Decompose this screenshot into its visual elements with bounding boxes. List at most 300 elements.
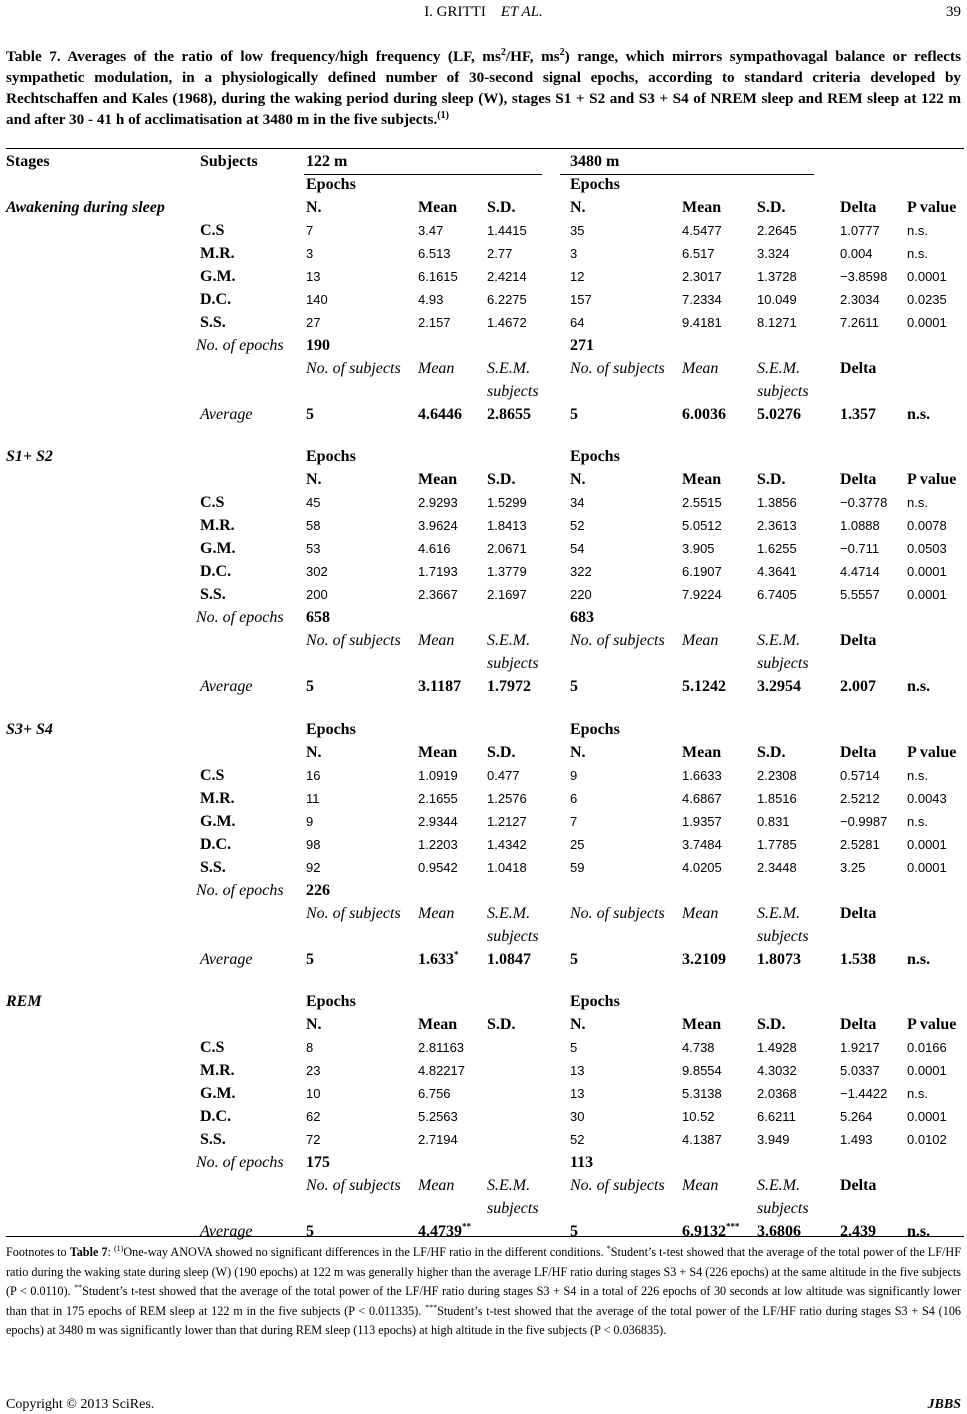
running-header-authors: I. GRITTI ET AL. <box>424 4 543 20</box>
cell-sd-3480m: 4.3032 <box>757 1063 797 1078</box>
cell-n-3480m: 7 <box>570 814 578 829</box>
header-altitude-low: 122 m <box>306 153 348 170</box>
cell-mean-3480m: 7.9224 <box>682 587 722 602</box>
avg-p-value: n.s. <box>907 951 931 968</box>
row-subject: G.M. <box>200 1085 236 1102</box>
col-delta: Delta <box>840 905 877 922</box>
section-label: Awakening during sleep <box>6 199 165 216</box>
col-sem: S.E.M. <box>487 1177 531 1194</box>
col-sd: S.D. <box>757 1016 786 1033</box>
epochs-total-122m: 190 <box>306 337 330 354</box>
col-sem-subjects: subjects <box>487 655 539 672</box>
epochs-header: Epochs <box>306 721 356 738</box>
col-sem-subjects: subjects <box>757 928 809 945</box>
row-subject: D.C. <box>200 291 232 308</box>
cell-sd-122m: 0.477 <box>487 768 520 783</box>
cell-sd-3480m: 2.2645 <box>757 223 797 238</box>
cell-p-value: 0.0001 <box>907 837 947 852</box>
col-mean: Mean <box>418 744 458 761</box>
row-subject: S.S. <box>200 1131 226 1148</box>
col-delta: Delta <box>840 1177 877 1194</box>
cell-n-122m: 302 <box>306 564 328 579</box>
page-footer <box>6 1397 961 1413</box>
row-subject: S.S. <box>200 586 226 603</box>
avg-n-3480m: 5 <box>570 951 578 968</box>
col-mean-avg: Mean <box>682 632 719 649</box>
cell-n-3480m: 13 <box>570 1086 585 1101</box>
cell-p-value: 0.0001 <box>907 587 947 602</box>
cell-sd-3480m: 1.3856 <box>757 495 797 510</box>
avg-delta: 2.439 <box>840 1223 876 1240</box>
epochs-header: Epochs <box>306 176 356 193</box>
cell-p-value: 0.0001 <box>907 1109 947 1124</box>
col-delta: Delta <box>840 199 877 216</box>
cell-sd-122m: 1.0418 <box>487 860 527 875</box>
cell-p-value: 0.0001 <box>907 564 947 579</box>
no-of-epochs-label: No. of epochs <box>196 1154 284 1171</box>
cell-sd-3480m: 1.8516 <box>757 791 797 806</box>
cell-delta: −0.9987 <box>840 814 888 829</box>
avg-n-122m: 5 <box>306 951 314 968</box>
cell-mean-122m: 0.9542 <box>418 860 458 875</box>
cell-sd-3480m: 1.4928 <box>757 1040 797 1055</box>
cell-n-122m: 92 <box>306 860 321 875</box>
cell-delta: 1.0888 <box>840 518 880 533</box>
cell-mean-3480m: 9.8554 <box>682 1063 722 1078</box>
col-no-subjects: No. of subjects <box>306 360 401 377</box>
journal-name: JBBS <box>927 1397 961 1412</box>
cell-p-value: 0.0001 <box>907 860 947 875</box>
col-p-value: P value <box>907 471 957 488</box>
row-subject: S.S. <box>200 859 226 876</box>
cell-delta: 1.9217 <box>840 1040 880 1055</box>
cell-mean-122m: 2.9344 <box>418 814 458 829</box>
section-label: REM <box>6 993 42 1010</box>
cell-p-value: n.s. <box>907 1086 928 1101</box>
cell-sd-3480m: 3.324 <box>757 246 790 261</box>
avg-sem-3480m: 5.0276 <box>757 406 801 423</box>
cell-mean-122m: 2.3667 <box>418 587 458 602</box>
cell-mean-3480m: 3.905 <box>682 541 715 556</box>
epochs-total-3480m: 683 <box>570 609 594 626</box>
row-subject: M.R. <box>200 517 235 534</box>
cell-mean-3480m: 10.52 <box>682 1109 715 1124</box>
cell-mean-3480m: 6.517 <box>682 246 715 261</box>
cell-p-value: n.s. <box>907 246 928 261</box>
cell-mean-3480m: 1.6633 <box>682 768 722 783</box>
epochs-header: Epochs <box>306 993 356 1010</box>
row-subject: G.M. <box>200 813 236 830</box>
cell-sd-122m: 2.0671 <box>487 541 527 556</box>
cell-mean-3480m: 2.5515 <box>682 495 722 510</box>
cell-sd-122m: 2.77 <box>487 246 513 261</box>
cell-mean-122m: 4.616 <box>418 541 451 556</box>
cell-mean-122m: 3.47 <box>418 223 444 238</box>
col-sem-subjects: subjects <box>487 383 539 400</box>
cell-mean-122m: 2.81163 <box>418 1040 465 1055</box>
cell-p-value: 0.0166 <box>907 1040 947 1055</box>
row-subject: C.S <box>200 767 225 784</box>
cell-n-122m: 7 <box>306 223 314 238</box>
cell-mean-122m: 6.1615 <box>418 269 458 284</box>
cell-mean-122m: 2.9293 <box>418 495 458 510</box>
average-label: Average <box>200 406 253 423</box>
avg-mean-122m: 3.1187 <box>418 678 462 695</box>
cell-p-value: 0.0001 <box>907 315 947 330</box>
cell-p-value: 0.0102 <box>907 1132 947 1147</box>
cell-mean-3480m: 9.4181 <box>682 315 722 330</box>
col-sem-subjects: subjects <box>487 928 539 945</box>
cell-n-3480m: 35 <box>570 223 585 238</box>
cell-mean-3480m: 2.3017 <box>682 269 722 284</box>
cell-mean-3480m: 1.9357 <box>682 814 722 829</box>
cell-n-122m: 62 <box>306 1109 321 1124</box>
cell-mean-122m: 3.9624 <box>418 518 458 533</box>
cell-n-3480m: 13 <box>570 1063 585 1078</box>
col-delta: Delta <box>840 744 877 761</box>
cell-n-3480m: 52 <box>570 1132 585 1147</box>
col-sd: S.D. <box>757 471 786 488</box>
cell-sd-3480m: 8.1271 <box>757 315 797 330</box>
cell-sd-122m: 2.4214 <box>487 269 527 284</box>
col-mean: Mean <box>682 1016 722 1033</box>
cell-delta: 2.3034 <box>840 292 880 307</box>
avg-sem-3480m: 3.6806 <box>757 1223 801 1240</box>
avg-delta: 1.357 <box>840 406 876 423</box>
cell-n-122m: 53 <box>306 541 321 556</box>
cell-p-value: n.s. <box>907 814 928 829</box>
cell-n-122m: 45 <box>306 495 321 510</box>
cell-delta: 7.2611 <box>840 315 879 330</box>
col-n: N. <box>570 199 586 216</box>
cell-sd-122m: 1.8413 <box>487 518 527 533</box>
row-subject: S.S. <box>200 314 226 331</box>
col-mean: Mean <box>418 199 458 216</box>
col-delta: Delta <box>840 471 877 488</box>
col-delta: Delta <box>840 360 877 377</box>
row-subject: M.R. <box>200 1062 235 1079</box>
avg-sem-122m: 1.7972 <box>487 678 531 695</box>
col-sem: S.E.M. <box>757 905 801 922</box>
cell-sd-122m: 6.2275 <box>487 292 527 307</box>
cell-sd-3480m: 3.949 <box>757 1132 790 1147</box>
cell-mean-3480m: 4.738 <box>682 1040 715 1055</box>
avg-sem-3480m: 1.8073 <box>757 951 801 968</box>
cell-p-value: n.s. <box>907 768 928 783</box>
cell-sd-122m: 1.4672 <box>487 315 527 330</box>
cell-sd-3480m: 1.3728 <box>757 269 797 284</box>
col-sem-subjects: subjects <box>757 1200 809 1217</box>
cell-n-122m: 140 <box>306 292 328 307</box>
row-subject: D.C. <box>200 1108 232 1125</box>
row-subject: C.S <box>200 494 225 511</box>
cell-mean-3480m: 4.5477 <box>682 223 722 238</box>
cell-n-122m: 8 <box>306 1040 314 1055</box>
cell-mean-3480m: 4.6867 <box>682 791 722 806</box>
cell-p-value: n.s. <box>907 495 928 510</box>
cell-delta: 5.0337 <box>840 1063 880 1078</box>
cell-n-122m: 9 <box>306 814 314 829</box>
cell-mean-3480m: 3.7484 <box>682 837 722 852</box>
table-bottom-rule <box>6 1236 964 1237</box>
average-label: Average <box>200 678 253 695</box>
cell-sd-122m: 1.3779 <box>487 564 527 579</box>
average-label: Average <box>200 951 253 968</box>
cell-n-122m: 3 <box>306 246 314 261</box>
col-sem: S.E.M. <box>757 632 801 649</box>
col-sd: S.D. <box>757 744 786 761</box>
col-sem: S.E.M. <box>757 1177 801 1194</box>
cell-n-3480m: 34 <box>570 495 585 510</box>
cell-sd-3480m: 1.6255 <box>757 541 797 556</box>
cell-mean-122m: 1.0919 <box>418 768 458 783</box>
avg-n-3480m: 5 <box>570 678 578 695</box>
row-subject: M.R. <box>200 790 235 807</box>
cell-p-value: n.s. <box>907 223 928 238</box>
cell-sd-3480m: 1.7785 <box>757 837 797 852</box>
cell-sd-122m: 1.4415 <box>487 223 527 238</box>
col-sd: S.D. <box>487 471 516 488</box>
avg-mean-122m: 4.6446 <box>418 406 462 423</box>
cell-n-3480m: 25 <box>570 837 585 852</box>
average-label: Average <box>200 1223 253 1240</box>
cell-sd-3480m: 4.3641 <box>757 564 797 579</box>
epochs-header: Epochs <box>570 993 620 1010</box>
col-sem-subjects: subjects <box>757 383 809 400</box>
epochs-total-3480m: 271 <box>570 337 594 354</box>
epochs-header: Epochs <box>570 721 620 738</box>
table-top-rule <box>6 148 964 149</box>
row-subject: C.S <box>200 222 225 239</box>
col-delta: Delta <box>840 1016 877 1033</box>
col-n: N. <box>570 471 586 488</box>
cell-delta: −0.3778 <box>840 495 888 510</box>
col-mean-avg: Mean <box>682 360 719 377</box>
cell-n-3480m: 59 <box>570 860 585 875</box>
row-subject: G.M. <box>200 268 236 285</box>
cell-delta: 3.25 <box>840 860 866 875</box>
cell-delta: 1.493 <box>840 1132 873 1147</box>
no-of-epochs-label: No. of epochs <box>196 337 284 354</box>
avg-delta: 1.538 <box>840 951 876 968</box>
col-n: N. <box>570 1016 586 1033</box>
avg-mean-3480m: 6.0036 <box>682 406 726 423</box>
col-sem: S.E.M. <box>487 360 531 377</box>
avg-n-3480m: 5 <box>570 1223 578 1240</box>
cell-n-3480m: 64 <box>570 315 585 330</box>
cell-n-3480m: 157 <box>570 292 592 307</box>
cell-mean-3480m: 7.2334 <box>682 292 722 307</box>
cell-n-3480m: 30 <box>570 1109 585 1124</box>
cell-delta: 4.4714 <box>840 564 880 579</box>
col-sd: S.D. <box>487 1016 516 1033</box>
avg-n-122m: 5 <box>306 678 314 695</box>
col-no-subjects: No. of subjects <box>306 905 401 922</box>
col-p-value: P value <box>907 1016 957 1033</box>
col-p-value: P value <box>907 199 957 216</box>
col-sem-subjects: subjects <box>487 1200 539 1217</box>
cell-sd-122m: 1.2127 <box>487 814 527 829</box>
cell-delta: 1.0777 <box>840 223 880 238</box>
cell-n-122m: 13 <box>306 269 321 284</box>
cell-delta: −0.711 <box>840 541 880 556</box>
avg-sem-3480m: 3.2954 <box>757 678 801 695</box>
cell-mean-3480m: 5.0512 <box>682 518 722 533</box>
cell-n-122m: 58 <box>306 518 321 533</box>
avg-mean-122m: 4.4739** <box>418 1221 471 1240</box>
col-mean: Mean <box>682 199 722 216</box>
cell-n-122m: 23 <box>306 1063 321 1078</box>
cell-mean-122m: 6.756 <box>418 1086 451 1101</box>
avg-p-value: n.s. <box>907 1223 931 1240</box>
page-number: 39 <box>946 4 961 20</box>
header-subjects: Subjects <box>200 153 258 170</box>
cell-n-3480m: 6 <box>570 791 578 806</box>
cell-n-3480m: 220 <box>570 587 592 602</box>
cell-delta: −1.4422 <box>840 1086 888 1101</box>
cell-mean-3480m: 4.1387 <box>682 1132 722 1147</box>
cell-sd-3480m: 6.7405 <box>757 587 797 602</box>
col-no-subjects: No. of subjects <box>570 360 665 377</box>
col-mean-avg: Mean <box>682 1177 719 1194</box>
row-subject: D.C. <box>200 563 232 580</box>
col-n: N. <box>306 744 322 761</box>
col-sem-subjects: subjects <box>757 655 809 672</box>
cell-n-3480m: 9 <box>570 768 578 783</box>
col-n: N. <box>570 744 586 761</box>
col-sd: S.D. <box>757 199 786 216</box>
cell-n-3480m: 3 <box>570 246 578 261</box>
avg-mean-122m: 1.633* <box>418 949 459 968</box>
cell-delta: 5.5557 <box>840 587 880 602</box>
cell-mean-122m: 4.93 <box>418 292 444 307</box>
cell-sd-3480m: 2.3613 <box>757 518 797 533</box>
cell-mean-122m: 2.1655 <box>418 791 458 806</box>
header-altitude-high: 3480 m <box>570 153 620 170</box>
cell-n-122m: 72 <box>306 1132 321 1147</box>
cell-n-122m: 98 <box>306 837 321 852</box>
cell-delta: 2.5281 <box>840 837 880 852</box>
avg-p-value: n.s. <box>907 678 931 695</box>
epochs-header: Epochs <box>570 448 620 465</box>
col-mean-avg: Mean <box>418 905 455 922</box>
cell-delta: 0.5714 <box>840 768 880 783</box>
avg-mean-3480m: 6.9132*** <box>682 1221 740 1240</box>
section-label: S3+ S4 <box>6 721 53 738</box>
epochs-header: Epochs <box>306 448 356 465</box>
cell-delta: 5.264 <box>840 1109 873 1124</box>
cell-sd-3480m: 0.831 <box>757 814 790 829</box>
col-no-subjects: No. of subjects <box>570 905 665 922</box>
cell-n-3480m: 12 <box>570 269 585 284</box>
row-subject: D.C. <box>200 836 232 853</box>
cell-sd-3480m: 6.6211 <box>757 1109 796 1124</box>
cell-mean-3480m: 4.0205 <box>682 860 722 875</box>
cell-n-122m: 200 <box>306 587 328 602</box>
epochs-header: Epochs <box>570 176 620 193</box>
col-delta: Delta <box>840 632 877 649</box>
col-mean-avg: Mean <box>418 1177 455 1194</box>
row-subject: C.S <box>200 1039 225 1056</box>
cell-n-3480m: 5 <box>570 1040 578 1055</box>
col-sd: S.D. <box>487 199 516 216</box>
cell-sd-3480m: 2.3448 <box>757 860 797 875</box>
no-of-epochs-label: No. of epochs <box>196 882 284 899</box>
cell-sd-122m: 2.1697 <box>487 587 527 602</box>
cell-n-122m: 11 <box>306 791 320 806</box>
col-mean: Mean <box>418 471 458 488</box>
col-p-value: P value <box>907 744 957 761</box>
cell-p-value: 0.0235 <box>907 292 947 307</box>
row-subject: M.R. <box>200 245 235 262</box>
cell-p-value: 0.0001 <box>907 269 947 284</box>
table-footnotes: Footnotes to Table 7: $^{(1)}$One-way ANOVA showed no significant differences in the LF/HF ratio in the different conditions. *Student’s t-test showed that the average of the total power of the LF/HF ratio during the waking state during sleep (W) (190 epochs) at 122 m was generally higher than the average LF/HF ratio during stages S3 + S4 (226 epochs) at the same altitude in the five subjects (P < 0.0110). **Student’s t-test showed that the average of the total power of the LF/HF ratio during stages S3 + S4 in a total of 226 epochs of 30 seconds at low altitude was significantly lower than that in 175 epochs of REM sleep at 122 m in the five subjects (P < 0.011335). ***Student’s t-test showed that the average of the total power of the LF/HF ratio during stages S3 + S4 (106 epochs) at 3480 m was significantly lower than that during REM sleep (113 epochs) at high altitude in the five subjects (P < 0.036835). <box>6 1243 962 1337</box>
cell-sd-3480m: 10.049 <box>757 292 797 307</box>
col-no-subjects: No. of subjects <box>306 632 401 649</box>
cell-delta: 2.5212 <box>840 791 880 806</box>
cell-p-value: 0.0078 <box>907 518 947 533</box>
cell-n-3480m: 54 <box>570 541 585 556</box>
col-no-subjects: No. of subjects <box>306 1177 401 1194</box>
avg-mean-3480m: 5.1242 <box>682 678 726 695</box>
cell-n-3480m: 52 <box>570 518 585 533</box>
avg-sem-122m: 1.0847 <box>487 951 531 968</box>
col-n: N. <box>306 471 322 488</box>
altitude-underline-high <box>560 174 814 175</box>
cell-n-122m: 10 <box>306 1086 321 1101</box>
avg-p-value: n.s. <box>907 406 931 423</box>
col-sem: S.E.M. <box>487 905 531 922</box>
header-stages: Stages <box>6 153 50 170</box>
cell-mean-122m: 1.2203 <box>418 837 458 852</box>
cell-p-value: 0.0043 <box>907 791 947 806</box>
cell-mean-122m: 6.513 <box>418 246 451 261</box>
cell-n-122m: 27 <box>306 315 321 330</box>
cell-mean-122m: 2.157 <box>418 315 451 330</box>
section-label: S1+ S2 <box>6 448 53 465</box>
avg-delta: 2.007 <box>840 678 876 695</box>
cell-sd-3480m: 2.2308 <box>757 768 797 783</box>
col-mean-avg: Mean <box>418 632 455 649</box>
col-mean: Mean <box>418 1016 458 1033</box>
epochs-total-122m: 226 <box>306 882 330 899</box>
row-subject: G.M. <box>200 540 236 557</box>
cell-mean-122m: 4.82217 <box>418 1063 465 1078</box>
cell-p-value: 0.0001 <box>907 1063 947 1078</box>
altitude-underline-low <box>304 174 542 175</box>
cell-n-122m: 16 <box>306 768 321 783</box>
cell-sd-3480m: 2.0368 <box>757 1086 797 1101</box>
cell-mean-3480m: 5.3138 <box>682 1086 722 1101</box>
cell-delta: −3.8598 <box>840 269 888 284</box>
cell-n-3480m: 322 <box>570 564 592 579</box>
cell-delta: 0.004 <box>840 246 873 261</box>
running-header <box>0 4 967 24</box>
cell-mean-122m: 2.7194 <box>418 1132 458 1147</box>
avg-n-122m: 5 <box>306 1223 314 1240</box>
epochs-total-122m: 658 <box>306 609 330 626</box>
cell-p-value: 0.0503 <box>907 541 947 556</box>
avg-n-122m: 5 <box>306 406 314 423</box>
col-mean-avg: Mean <box>682 905 719 922</box>
avg-n-3480m: 5 <box>570 406 578 423</box>
avg-sem-122m: 2.8655 <box>487 406 531 423</box>
col-mean-avg: Mean <box>418 360 455 377</box>
copyright-notice: Copyright © 2013 SciRes. <box>6 1397 155 1412</box>
col-sd: S.D. <box>487 744 516 761</box>
epochs-total-3480m: 113 <box>570 1154 594 1171</box>
epochs-total-122m: 175 <box>306 1154 330 1171</box>
